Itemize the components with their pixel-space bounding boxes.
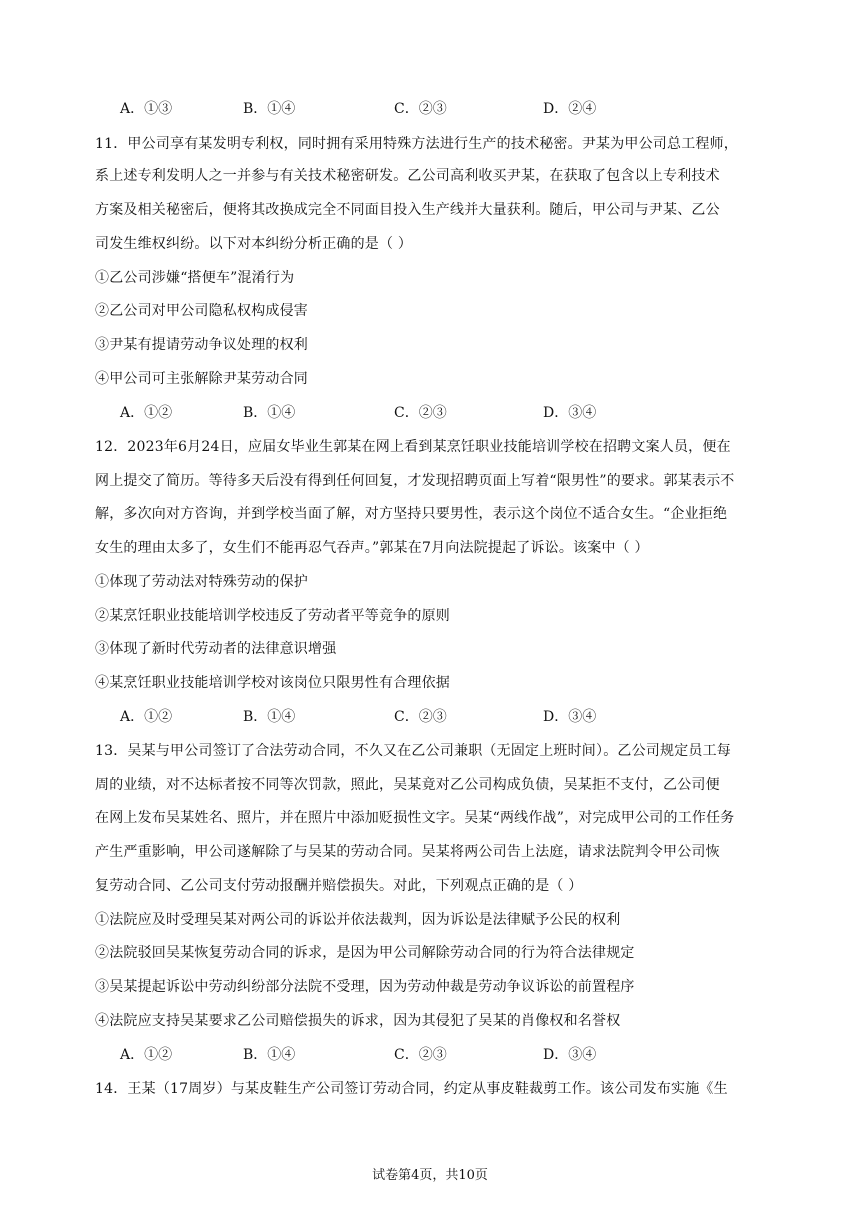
q13-item: ④法院应支持吴某要求乙公司赔偿损失的诉求，因为其侵犯了吴某的肖像权和名誉权 xyxy=(95,1013,621,1029)
option-a: A．①② xyxy=(120,405,173,421)
option-b: B．①④ xyxy=(243,405,296,421)
page-footer: 试卷第4页，共10页 xyxy=(372,1168,488,1183)
q11-item: ③尹某有提请劳动争议处理的权利 xyxy=(95,337,308,353)
option-c: C．②③ xyxy=(394,709,447,725)
q11-item: ①乙公司涉嫌“搭便车”混淆行为 xyxy=(95,270,295,286)
q11-item: ②乙公司对甲公司隐私权构成侵害 xyxy=(95,303,308,319)
option-d: D．②④ xyxy=(543,101,597,117)
q13-stem-line: 13．吴某与甲公司签订了合法劳动合同，不久又在乙公司兼职（无固定上班时间）。乙公司规定员工每 xyxy=(95,743,732,759)
q11-item: ④甲公司可主张解除尹某劳动合同 xyxy=(95,371,308,387)
option-d: D．③④ xyxy=(543,405,597,421)
q11-stem-line: 方案及相关秘密后，便将其改换成完全不同面目投入生产线并大量获利。随后，甲公司与尹某、乙公 xyxy=(95,202,720,218)
q12-item: ③体现了新时代劳动者的法律意识增强 xyxy=(95,641,337,657)
option-a: A．①② xyxy=(120,1047,173,1063)
option-c: C．②③ xyxy=(394,1047,447,1063)
q13-stem-line: 产生严重影响，甲公司遂解除了与吴某的劳动合同。吴某将两公司告上法庭，请求法院判令甲公司恢 xyxy=(95,844,720,860)
q12-stem-line: 解，多次向对方咨询，并到学校当面了解，对方坚持只要男性，表示这个岗位不适合女生。“企业拒绝 xyxy=(95,506,728,522)
q11-stem-line: 司发生维权纠纷。以下对本纠纷分析正确的是（ ） xyxy=(95,236,413,252)
option-c: C．②③ xyxy=(394,405,447,421)
q10-options xyxy=(120,99,760,119)
option-a: A．①② xyxy=(120,709,173,725)
q13-item: ③吴某提起诉讼中劳动纠纷部分法院不受理，因为劳动仲裁是劳动争议诉讼的前置程序 xyxy=(95,979,635,995)
q13-stem-line: 复劳动合同、乙公司支付劳动报酬并赔偿损失。对此，下列观点正确的是（ ） xyxy=(95,878,583,894)
option-d: D．③④ xyxy=(543,709,597,725)
option-b: B．①④ xyxy=(243,709,296,725)
q12-options xyxy=(120,707,760,727)
option-b: B．①④ xyxy=(243,101,296,117)
q13-item: ②法院驳回吴某恢复劳动合同的诉求，是因为甲公司解除劳动合同的行为符合法律规定 xyxy=(95,945,635,961)
q14-stem-line: 14．王某（17周岁）与某皮鞋生产公司签订劳动合同，约定从事皮鞋裁剪工作。该公司发布实施《生 xyxy=(95,1081,728,1097)
q12-item: ①体现了劳动法对特殊劳动的保护 xyxy=(95,574,308,590)
q12-stem-line: 网上提交了简历。等待多天后没有得到任何回复，才发现招聘页面上写着“限男性”的要求。郭某表示不 xyxy=(95,473,735,489)
q13-item: ①法院应及时受理吴某对两公司的诉讼并依法裁判，因为诉讼是法律赋予公民的权利 xyxy=(95,912,621,928)
q13-stem-line: 周的业绩，对不达标者按不同等次罚款，照此，吴某竟对乙公司构成负债，吴某拒不支付，乙公司便 xyxy=(95,777,720,793)
q12-stem-line: 女生的理由太多了，女生们不能再忍气吞声。”郭某在7月向法院提起了诉讼。该案中（ ） xyxy=(95,540,649,556)
option-a: A．①③ xyxy=(120,101,173,117)
option-b: B．①④ xyxy=(243,1047,296,1063)
q11-stem-line: 11．甲公司享有某发明专利权，同时拥有采用特殊方法进行生产的技术秘密。尹某为甲公司总工程师， xyxy=(95,136,739,152)
q13-options xyxy=(120,1045,760,1065)
q11-stem-line: 系上述专利发明人之一并参与有关技术秘密研发。乙公司高利收买尹某，在获取了包含以上专利技术 xyxy=(95,168,720,184)
option-d: D．③④ xyxy=(543,1047,597,1063)
q13-stem-line: 在网上发布吴某姓名、照片，并在照片中添加贬损性文字。吴某“两线作战”，对完成甲公司的工作任务 xyxy=(95,810,735,826)
q12-item: ④某烹饪职业技能培训学校对该岗位只限男性有合理依据 xyxy=(95,675,450,691)
q11-options xyxy=(120,403,760,423)
q12-item: ②某烹饪职业技能培训学校违反了劳动者平等竞争的原则 xyxy=(95,608,450,624)
q12-stem-line: 12．2023年6月24日，应届女毕业生郭某在网上看到某烹饪职业技能培训学校在招聘文案人员，便在 xyxy=(95,439,731,455)
option-c: C．②③ xyxy=(394,101,447,117)
